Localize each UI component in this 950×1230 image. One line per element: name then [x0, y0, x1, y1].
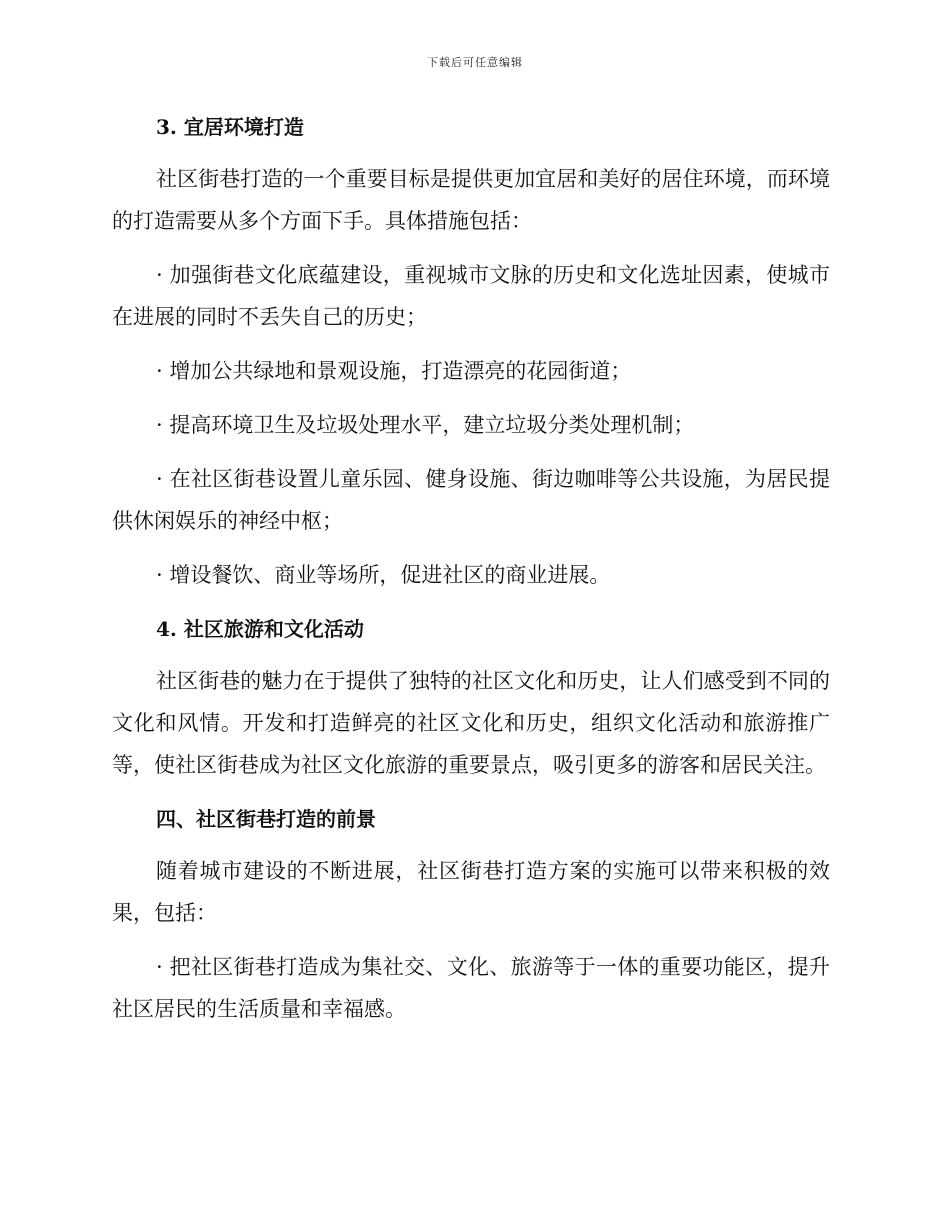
bullet-sanitation: · 提高环境卫生及垃圾处理水平，建立垃圾分类处理机制； — [156, 413, 695, 437]
document-body — [112, 110, 830, 1030]
bullet-commerce: · 增设餐饮、商业等场所，促进社区的商业进展。 — [156, 563, 611, 587]
section-heading-4: 4. 社区旅游和文化活动 — [156, 617, 364, 641]
bullet-culture: · 加强街巷文化底蕴建设，重视城市文脉的历史和文化选址因素，使城市在进展的同时不丢失自己的历史； — [112, 263, 830, 329]
bullet-function-zone: · 把社区街巷打造成为集社交、文化、旅游等于一体的重要功能区，提升社区居民的生活质量和幸福感。 — [112, 955, 830, 1021]
section-heading-3: 3. 宜居环境打造 — [156, 115, 304, 139]
bullet-facilities: · 在社区街巷设置儿童乐园、健身设施、街边咖啡等公共设施，为居民提供休闲娱乐的神经中枢； — [112, 467, 830, 533]
section-heading-prospects: 四、社区街巷打造的前景 — [156, 807, 376, 831]
bullet-greenery: · 增加公共绿地和景观设施，打造漂亮的花园街道； — [156, 359, 632, 383]
page-header: 下载后可任意编辑 — [427, 56, 523, 69]
paragraph-prospects-intro: 随着城市建设的不断进展，社区街巷打造方案的实施可以带来积极的效果，包括： — [112, 859, 830, 925]
paragraph-tourism: 社区街巷的魅力在于提供了独特的社区文化和历史，让人们感受到不同的文化和风情。开发和打造鲜亮的社区文化和历史，组织文化活动和旅游推广等，使社区街巷成为社区文化旅游的重要景点，吸引更多的游客和居民关注。 — [112, 669, 830, 777]
paragraph-livable-intro: 社区街巷打造的一个重要目标是提供更加宜居和美好的居住环境，而环境的打造需要从多个方面下手。具体措施包括： — [112, 167, 830, 233]
